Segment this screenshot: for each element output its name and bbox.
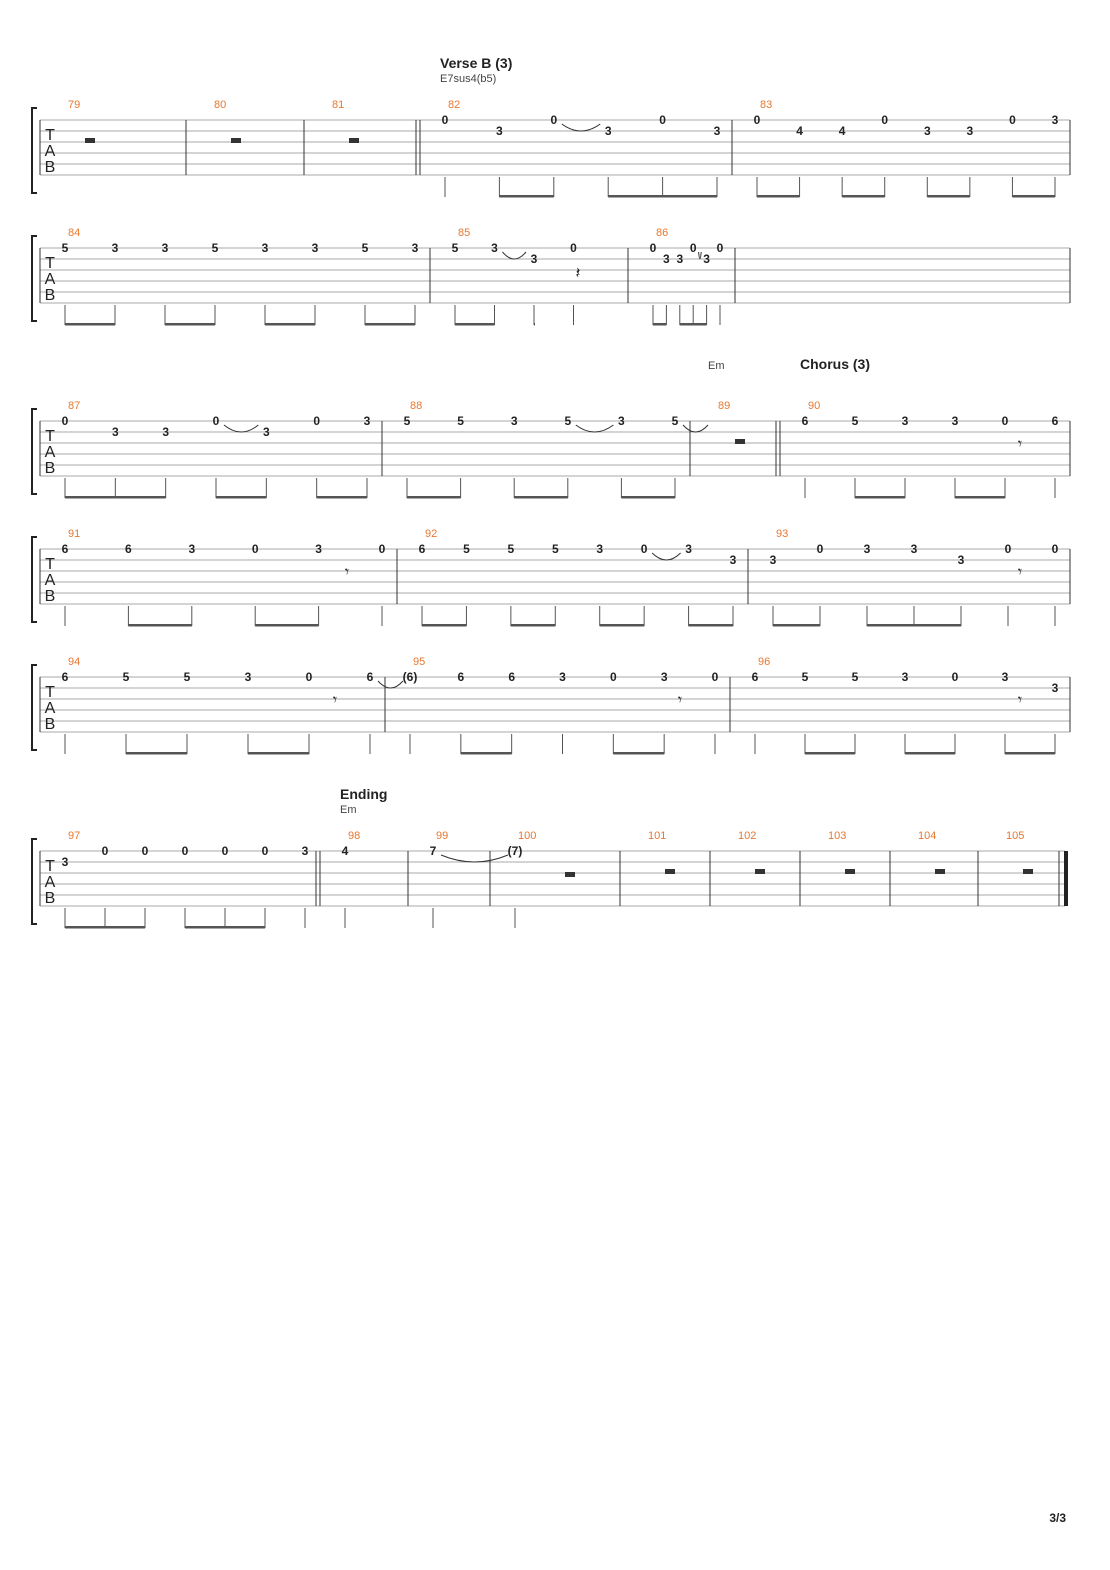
measure-98 (340, 786, 387, 928)
beam (689, 624, 733, 627)
tab-clef-letter: B (44, 159, 56, 176)
section-label: Ending (340, 786, 388, 802)
measure-96 (752, 656, 1059, 755)
fret-number: 3 (311, 241, 319, 255)
system-bracket (32, 108, 37, 193)
measure-93 (770, 528, 1059, 627)
tab-clef-letter: B (44, 716, 56, 733)
fret-number: 3 (162, 425, 170, 439)
fret-number: 3 (660, 670, 668, 684)
whole-rest (231, 138, 241, 143)
system-bracket (32, 839, 37, 924)
measure-97 (62, 830, 316, 929)
measure-number: 87 (68, 400, 81, 412)
beam (1005, 752, 1055, 755)
fret-number: 6 (61, 542, 69, 556)
measure-88 (404, 400, 708, 499)
system-1 (32, 55, 1070, 198)
measure-102 (738, 830, 765, 874)
whole-rest (1023, 869, 1033, 874)
fret-number: 3 (262, 425, 270, 439)
measure-103 (828, 830, 855, 874)
tie-arc (224, 425, 258, 432)
measure-99 (430, 830, 508, 928)
chord-name: Em (340, 804, 357, 816)
tie-arc (652, 553, 680, 560)
tab-clef-letter: B (44, 460, 56, 477)
fret-number: 3 (957, 553, 965, 567)
fret-number: 4 (838, 124, 846, 138)
measure-number: 82 (448, 99, 461, 111)
beam (499, 195, 553, 198)
measure-number: 81 (332, 99, 345, 111)
fret-number: (7) (507, 844, 523, 858)
beam (128, 624, 191, 627)
fret-number: 3 (261, 241, 269, 255)
eighth-rest: 𝄾 (344, 562, 350, 581)
measure-number: 96 (758, 656, 771, 668)
fret-number: 6 (61, 670, 69, 684)
beam (805, 752, 855, 755)
measure-number: 102 (738, 830, 757, 842)
eighth-rest: 𝄾 (1017, 690, 1023, 709)
fret-number: 5 (183, 670, 191, 684)
fret-number: 3 (966, 124, 974, 138)
whole-rest (935, 869, 945, 874)
tab-clef-letter: A (44, 143, 56, 160)
fret-number: 3 (61, 855, 69, 869)
chord-name: E7sus4(b5) (440, 73, 497, 85)
measure-number: 90 (808, 400, 821, 412)
beam (693, 323, 706, 326)
whole-rest (845, 869, 855, 874)
measure-number: 86 (656, 227, 669, 239)
fret-number: 3 (491, 241, 498, 255)
beam (65, 496, 115, 499)
eighth-rest: 𝄾 (1017, 434, 1023, 453)
measure-85 (452, 227, 581, 326)
fret-number: 3 (188, 542, 196, 556)
measure-79 (68, 99, 95, 143)
beam (407, 496, 461, 499)
tab-clef-letter: A (44, 874, 56, 891)
fret-number: 3 (244, 670, 252, 684)
beam (653, 323, 666, 326)
measure-94 (62, 656, 403, 755)
beam (65, 323, 115, 326)
beam (613, 752, 664, 755)
fret-number: 0 (689, 241, 697, 255)
beam (216, 496, 266, 499)
measure-number: 103 (828, 830, 847, 842)
quarter-rest: 𝄽 (575, 263, 581, 282)
fret-number: 6 (508, 670, 516, 684)
beam (955, 496, 1005, 499)
fret-number: (6) (402, 670, 418, 684)
fret-number: 3 (713, 124, 721, 138)
fret-number: 3 (663, 252, 670, 266)
beam (265, 323, 315, 326)
tie-arc (441, 855, 508, 862)
system-6 (32, 786, 1068, 929)
tab-clef-letter: T (45, 684, 55, 701)
fret-number: 3 (559, 670, 566, 684)
measure-101 (648, 830, 675, 874)
fret-number: 0 (951, 670, 959, 684)
section-label: Verse B (3) (440, 55, 513, 71)
beam (663, 195, 717, 198)
tie-arc (576, 425, 614, 432)
measure-104 (918, 830, 945, 874)
measure-95 (403, 656, 719, 755)
system-4 (32, 528, 1070, 627)
fret-number: 3 (901, 414, 909, 428)
beam (842, 195, 885, 198)
fret-number: 0 (659, 113, 666, 127)
beam (905, 752, 955, 755)
beam (455, 323, 495, 326)
fret-number: 3 (685, 542, 692, 556)
beam (115, 496, 165, 499)
measure-89 (708, 360, 776, 476)
fret-number: 0 (716, 241, 724, 255)
system-2 (32, 227, 1070, 326)
fret-number: 0 (1051, 542, 1059, 556)
measure-92 (419, 528, 737, 627)
fret-number: 3 (863, 542, 871, 556)
fret-number: 6 (1051, 414, 1059, 428)
fret-number: 0 (305, 670, 313, 684)
fret-number: 5 (61, 241, 69, 255)
beam (680, 323, 693, 326)
beam (534, 323, 535, 326)
fret-number: 5 (122, 670, 130, 684)
beam (422, 624, 466, 627)
fret-number: 0 (1004, 542, 1012, 556)
beam (773, 624, 820, 627)
system-bracket (32, 236, 37, 321)
beam (855, 496, 905, 499)
fret-number: 0 (609, 670, 617, 684)
fret-number: 3 (111, 425, 119, 439)
beam (621, 496, 675, 499)
measure-number: 83 (760, 99, 773, 111)
measure-number: 92 (425, 528, 438, 540)
whole-rest (349, 138, 359, 143)
fret-number: 5 (551, 542, 559, 556)
system-bracket (32, 409, 37, 494)
fret-number: 6 (457, 670, 465, 684)
measure-number: 88 (410, 400, 423, 412)
beam (185, 926, 265, 929)
tab-clef-letter: B (44, 890, 56, 907)
fret-number: 5 (403, 414, 411, 428)
beam (165, 323, 215, 326)
fret-number: 0 (1009, 113, 1016, 127)
system-3 (32, 356, 1070, 499)
fret-number: 3 (769, 553, 777, 567)
fret-number: 0 (711, 670, 719, 684)
page-number: 3/3 (1049, 1511, 1066, 1525)
fret-number: 5 (851, 414, 859, 428)
fret-number: 3 (1051, 681, 1059, 695)
measure-number: 100 (518, 830, 537, 842)
beam (608, 195, 662, 198)
fret-number: 0 (550, 113, 558, 127)
beam (867, 624, 914, 627)
beam (600, 624, 644, 627)
whole-rest (755, 869, 765, 874)
fret-number: 3 (676, 252, 684, 266)
measure-91 (62, 528, 386, 627)
fret-number: 3 (411, 241, 419, 255)
measure-number: 91 (68, 528, 81, 540)
fret-number: 3 (604, 124, 612, 138)
measure-number: 80 (214, 99, 227, 111)
tab-clef-letter: A (44, 271, 56, 288)
measure-number: 85 (458, 227, 471, 239)
measure-number: 79 (68, 99, 81, 111)
fret-number: 5 (361, 241, 369, 255)
fret-number: 0 (753, 113, 761, 127)
measure-number: 89 (718, 400, 731, 412)
fret-number: 5 (457, 414, 464, 428)
fret-number: 3 (1001, 670, 1009, 684)
fret-number: 3 (363, 414, 371, 428)
tab-clef-letter: B (44, 588, 56, 605)
fret-number: 0 (212, 414, 220, 428)
measure-80 (214, 99, 241, 143)
fret-number: 0 (441, 113, 449, 127)
tab-clef-letter: T (45, 428, 55, 445)
beam (461, 752, 512, 755)
fret-number: 0 (251, 542, 259, 556)
fret-number: 3 (951, 414, 959, 428)
fret-number: 0 (61, 414, 69, 428)
measure-number: 104 (918, 830, 937, 842)
system-bracket (32, 537, 37, 622)
fret-number: 3 (923, 124, 931, 138)
fret-number: 0 (570, 241, 577, 255)
measure-86 (650, 227, 724, 326)
beam (317, 496, 367, 499)
beam (757, 195, 800, 198)
beam (927, 195, 970, 198)
fret-number: 0 (816, 542, 824, 556)
measure-100 (508, 830, 575, 928)
measure-84 (62, 227, 419, 326)
fret-number: 3 (510, 414, 518, 428)
whole-rest (735, 439, 745, 444)
measure-90 (800, 356, 1059, 499)
tab-clef-letter: A (44, 572, 56, 589)
final-bar-line (1064, 851, 1068, 906)
fret-number: 0 (101, 844, 109, 858)
fret-number: 6 (801, 414, 809, 428)
tie-arc (699, 252, 702, 259)
fret-number: 0 (313, 414, 321, 428)
fret-number: 6 (125, 542, 132, 556)
system-5 (32, 656, 1070, 755)
fret-number: 3 (161, 241, 169, 255)
fret-number: 5 (463, 542, 470, 556)
system-bracket (32, 665, 37, 750)
fret-number: 0 (1001, 414, 1009, 428)
fret-number: 3 (901, 670, 909, 684)
fret-number: 3 (596, 542, 604, 556)
fret-number: 3 (496, 124, 503, 138)
fret-number: 7 (429, 844, 437, 858)
tie-arc (683, 425, 708, 432)
fret-number: 0 (881, 113, 889, 127)
fret-number: 3 (1051, 113, 1059, 127)
eighth-rest: 𝄾 (1017, 562, 1023, 581)
beam (255, 624, 318, 627)
fret-number: 5 (507, 542, 515, 556)
beam (511, 624, 555, 627)
measure-83 (754, 99, 1059, 198)
measure-number: 94 (68, 656, 81, 668)
fret-number: 3 (618, 414, 625, 428)
fret-number: 0 (181, 844, 189, 858)
tab-clef-letter: A (44, 444, 56, 461)
tab-clef-letter: T (45, 858, 55, 875)
fret-number: 3 (301, 844, 309, 858)
fret-number: 4 (796, 124, 803, 138)
fret-number: 6 (418, 542, 426, 556)
fret-number: 5 (564, 414, 572, 428)
fret-number: 3 (910, 542, 918, 556)
whole-rest (85, 138, 95, 143)
tab-clef-letter: T (45, 255, 55, 272)
beam (65, 926, 145, 929)
fret-number: 4 (341, 844, 349, 858)
half-rest (565, 872, 575, 877)
measure-number: 84 (68, 227, 81, 239)
eighth-rest: 𝄾 (332, 690, 338, 709)
beam (914, 624, 961, 627)
measure-number: 97 (68, 830, 81, 842)
fret-number: 0 (221, 844, 229, 858)
measure-number: 95 (413, 656, 426, 668)
tab-systems (32, 55, 1070, 929)
tab-clef-letter: A (44, 700, 56, 717)
measure-number: 105 (1006, 830, 1025, 842)
tab-clef-letter: T (45, 127, 55, 144)
fret-number: 0 (640, 542, 648, 556)
fret-number: 6 (751, 670, 759, 684)
whole-rest (665, 869, 675, 874)
tab-clef-letter: B (44, 287, 56, 304)
tie-arc (378, 681, 403, 688)
measure-number: 93 (776, 528, 789, 540)
beam (514, 496, 568, 499)
tie-arc (503, 252, 527, 259)
beam (1012, 195, 1055, 198)
beam (365, 323, 415, 326)
measure-87 (62, 400, 371, 499)
fret-number: 0 (141, 844, 149, 858)
fret-number: 3 (729, 553, 737, 567)
fret-number: 0 (378, 542, 386, 556)
fret-number: 0 (649, 241, 657, 255)
measure-number: 98 (348, 830, 361, 842)
eighth-rest: 𝄾 (677, 690, 683, 709)
fret-number: 3 (530, 252, 538, 266)
measure-82 (440, 55, 721, 198)
measure-number: 99 (436, 830, 449, 842)
beam (248, 752, 309, 755)
tab-clef-letter: T (45, 556, 55, 573)
fret-number: 3 (315, 542, 322, 556)
fret-number: 5 (851, 670, 859, 684)
fret-number: 5 (211, 241, 219, 255)
tie-arc (562, 124, 600, 131)
fret-number: 5 (671, 414, 679, 428)
fret-number: 5 (801, 670, 809, 684)
fret-number: 3 (703, 252, 710, 266)
beam (126, 752, 187, 755)
fret-number: 0 (261, 844, 269, 858)
fret-number: 6 (366, 670, 374, 684)
chord-name: Em (708, 360, 725, 372)
section-label: Chorus (3) (800, 356, 870, 372)
measure-number: 101 (648, 830, 667, 842)
fret-number: 5 (451, 241, 459, 255)
fret-number: 3 (111, 241, 119, 255)
